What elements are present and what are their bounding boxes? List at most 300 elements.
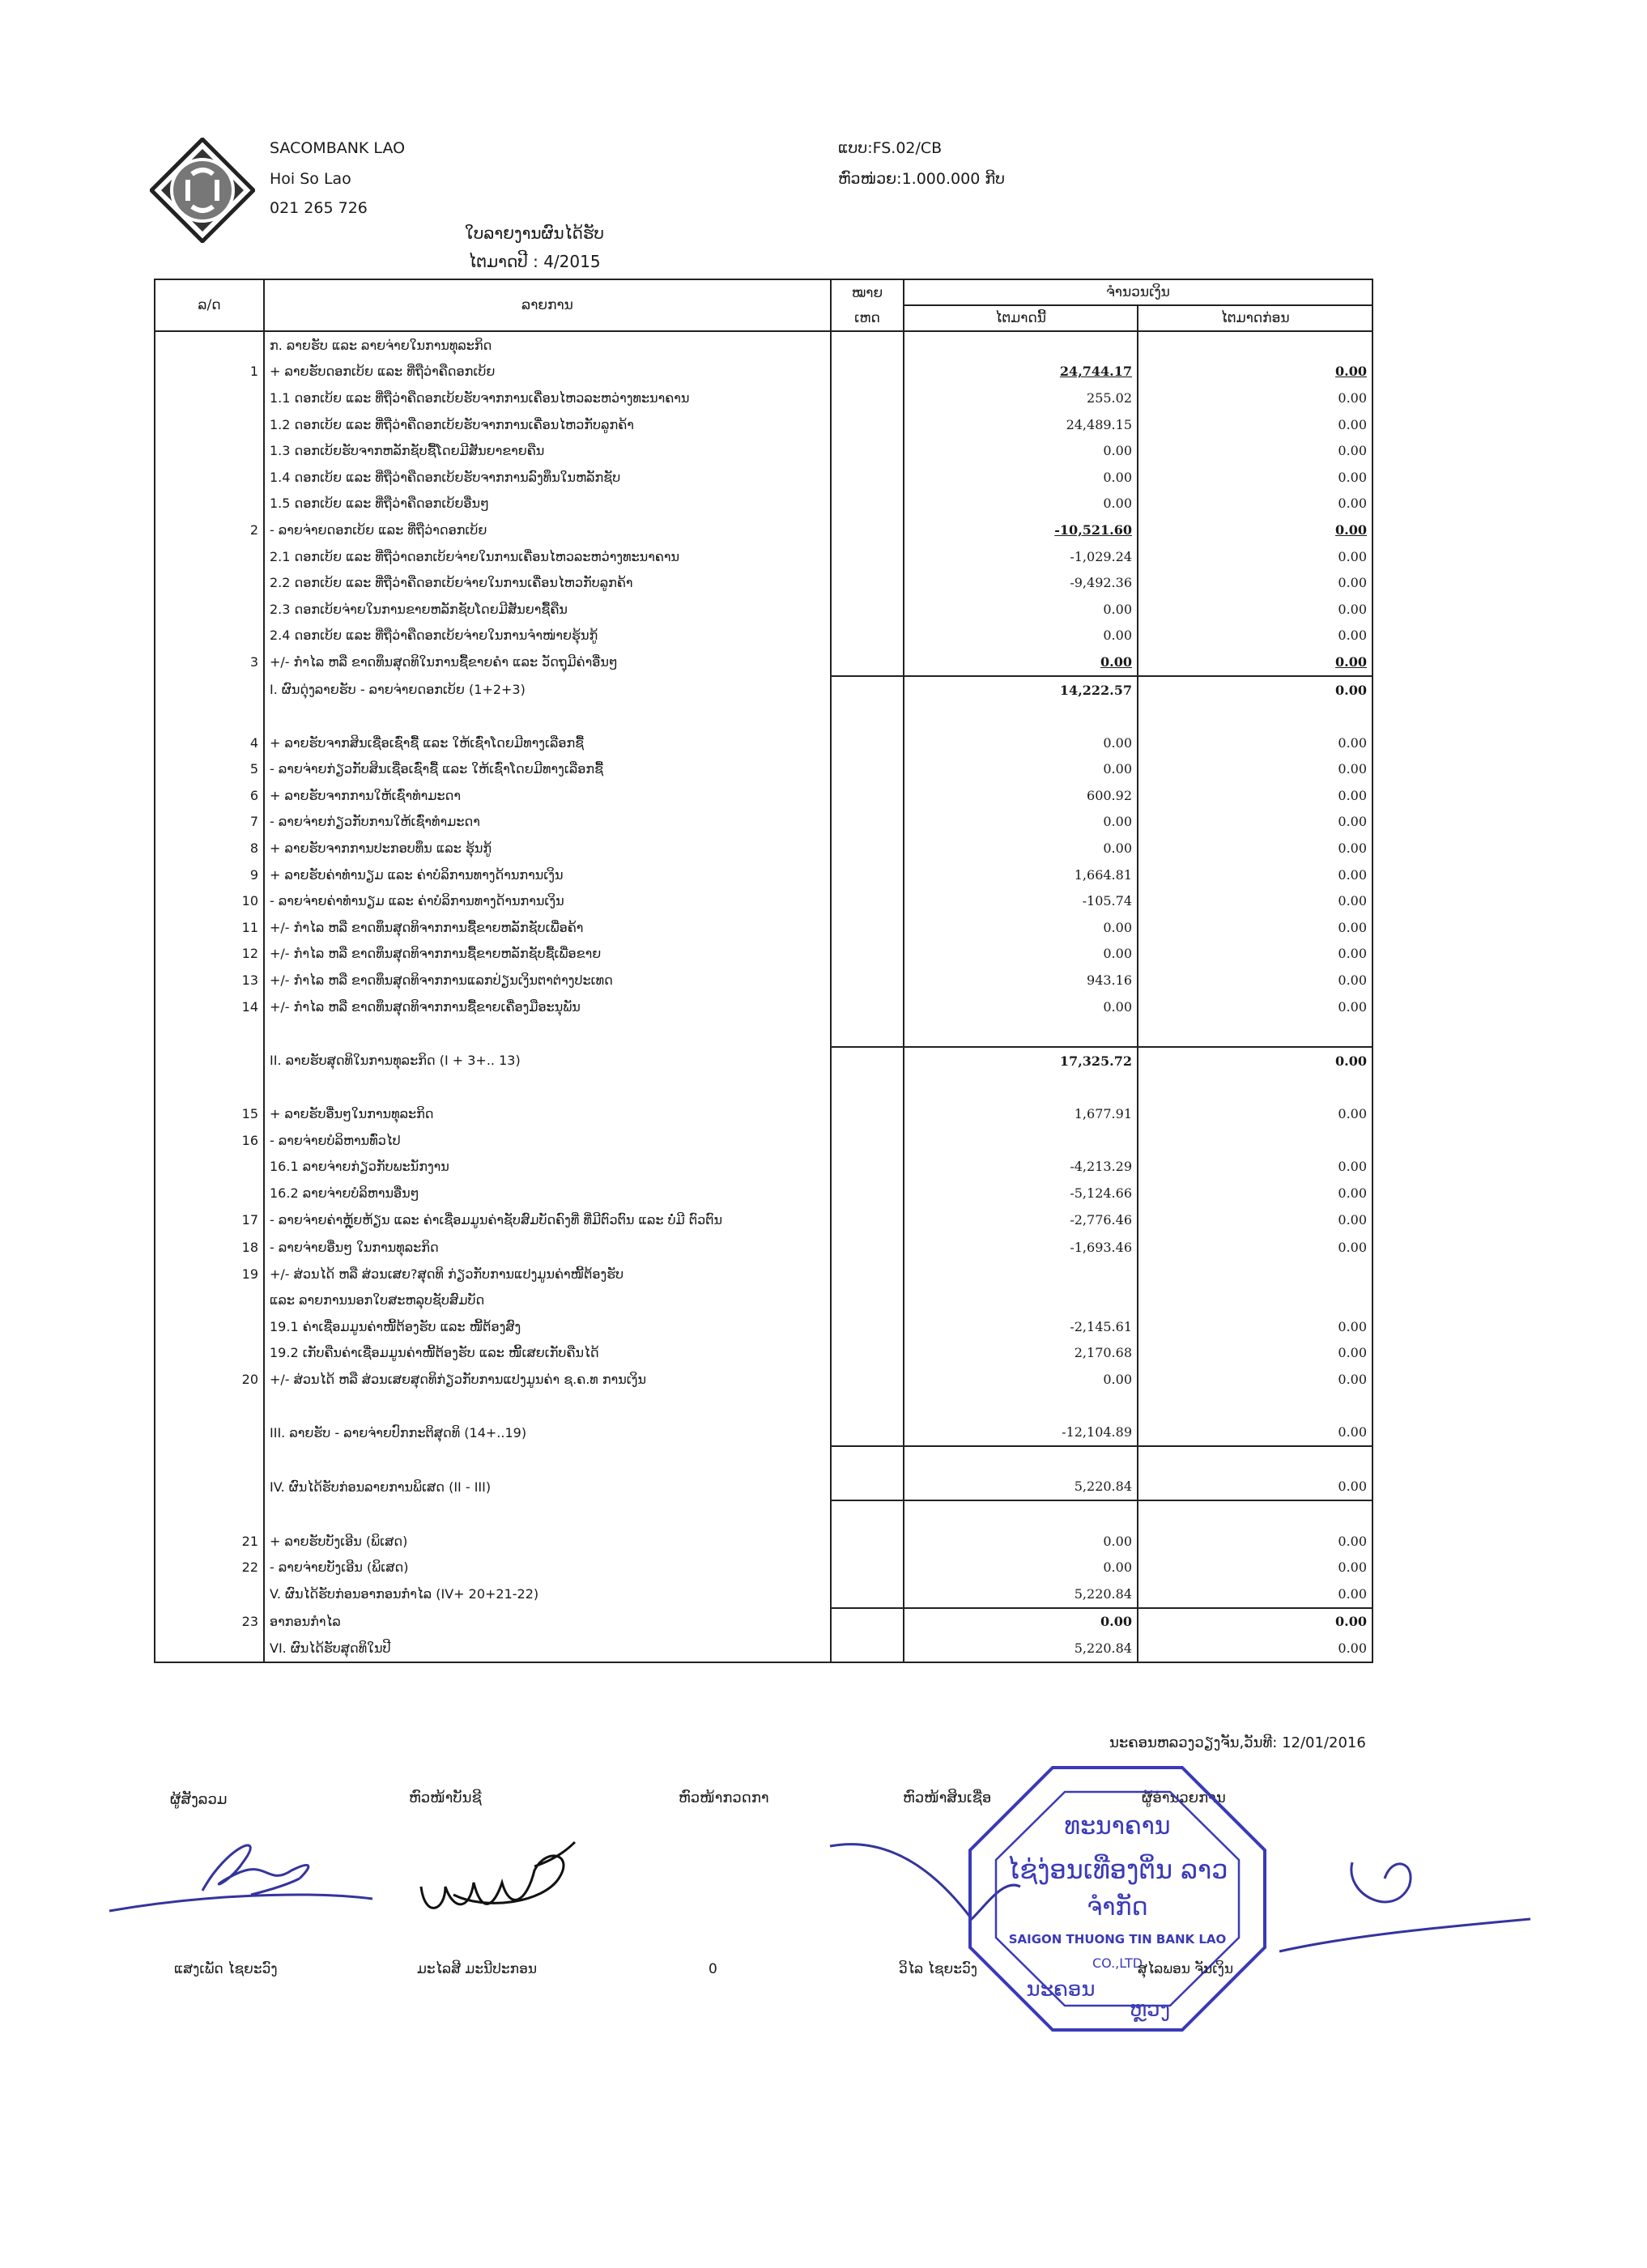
- row-number: [155, 1393, 264, 1419]
- row-current: -12,104.89: [904, 1419, 1138, 1446]
- stamp-line-3: ຈຳກັດ: [1087, 1893, 1148, 1921]
- table-row: [155, 623, 1372, 649]
- row-item: - ລາຍຈ່າຍຄ່າທຳນຽມ ແລະ ຄ່າບໍລິການທາງດ້ານການເງິນ: [264, 887, 831, 914]
- row-current: 0.00: [904, 437, 1138, 464]
- row-current: 5,220.84: [904, 1581, 1138, 1608]
- bank-phone: 021 265 726: [270, 199, 368, 217]
- row-item: +/- ກຳໄລ ຫລື ຂາດທຶນສຸດທິຈາກການແລກປ່ຽນເງິນຕາຕ່າງປະເທດ: [264, 967, 831, 994]
- row-previous: 0.00: [1138, 437, 1372, 464]
- table-row: [155, 914, 1372, 941]
- row-number: [155, 1180, 264, 1206]
- row-item: 2.1 ດອກເບ້ຍ ແລະ ທີ່ຖືວ່າດອກເບ້ຍຈ່າຍໃນການເຄື່ອນໄຫວລະຫວ່າງທະນາຄານ: [264, 543, 831, 570]
- row-item: - ລາຍຈ່າຍກ່ຽວກັບສິນເຊື່ອເຊົ່າຊື້ ແລະ ໃຫ້ເຊົ່າໂດຍມີທາງເລືອກຊື້: [264, 756, 831, 783]
- row-number: 18: [155, 1234, 264, 1261]
- table-row: [155, 1608, 1372, 1636]
- table-row: [155, 517, 1372, 543]
- row-number: 2: [155, 517, 264, 543]
- row-note: [831, 1261, 904, 1287]
- row-item: +/- ກຳໄລ ຫລື ຂາດທຶນສຸດທິຈາກການຊື້ຂາຍເຄື່ອງມືອະນຸພັນ: [264, 994, 831, 1020]
- row-note: [831, 1100, 904, 1127]
- row-previous: [1138, 331, 1372, 359]
- row-number: 14: [155, 994, 264, 1020]
- row-note: [831, 1474, 904, 1501]
- row-note: [831, 437, 904, 464]
- table-row: [155, 1554, 1372, 1581]
- row-current: 600.92: [904, 782, 1138, 809]
- row-number: [155, 1340, 264, 1367]
- row-item: 1.5 ດອກເບ້ຍ ແລະ ທີ່ຖືວ່າຄືດອກເບ້ຍອື່ນໆ: [264, 491, 831, 517]
- row-previous: 0.00: [1138, 676, 1372, 704]
- row-previous: 0.00: [1138, 1581, 1372, 1608]
- place-date: ນະຄອນຫລວງວຽງຈັນ,ວັນທີ: 12/01/2016: [1109, 1734, 1366, 1751]
- row-number: 4: [155, 730, 264, 756]
- row-number: [155, 1313, 264, 1340]
- name-preparer: ແສງເພັດ ໄຊຍະວົງ: [174, 1961, 278, 1977]
- row-current: 0.00: [904, 941, 1138, 968]
- row-previous: 0.00: [1138, 1340, 1372, 1367]
- row-item: [264, 1393, 831, 1419]
- row-note: [831, 411, 904, 438]
- table-row: [155, 1287, 1372, 1313]
- table-row: [155, 1393, 1372, 1419]
- name-accounting: ມະໄລສີ ມະນີປະກອນ: [417, 1961, 538, 1977]
- table-row: [155, 491, 1372, 517]
- row-current: 0.00: [904, 1554, 1138, 1581]
- table-row: [155, 967, 1372, 994]
- row-previous: 0.00: [1138, 967, 1372, 994]
- row-note: [831, 756, 904, 783]
- row-previous: 0.00: [1138, 1419, 1372, 1446]
- row-item: + ລາຍຮັບຈາກສິນເຊື່ອເຊົ່າຊື້ ແລະ ໃຫ້ເຊົ່າໂດຍມີທາງເລືອກຊື້: [264, 730, 831, 756]
- row-current: 14,222.57: [904, 676, 1138, 704]
- row-item: + ລາຍຮັບຈາກການໃຫ້ເຊົ່າທຳມະດາ: [264, 782, 831, 809]
- row-previous: 0.00: [1138, 1474, 1372, 1501]
- row-number: [155, 464, 264, 491]
- row-number: [155, 437, 264, 464]
- row-item: [264, 1446, 831, 1474]
- table-row: [155, 730, 1372, 756]
- row-number: [155, 1446, 264, 1474]
- row-previous: 0.00: [1138, 517, 1372, 543]
- table-row: [155, 887, 1372, 914]
- row-current: [904, 1019, 1138, 1047]
- row-current: 0.00: [904, 994, 1138, 1020]
- row-item: - ລາຍຈ່າຍອື່ນໆ ໃນການທຸລະກິດ: [264, 1234, 831, 1261]
- row-number: 21: [155, 1528, 264, 1555]
- bank-logo: [150, 138, 255, 243]
- row-previous: 0.00: [1138, 1554, 1372, 1581]
- row-current: 17,325.72: [904, 1047, 1138, 1074]
- row-item: +/- ສ່ວນໄດ້ ຫລື ສ່ວນເສຍສຸດທິກ່ຽວກັບການແປງມູນຄ່າ ຊ.ຄ.ທ ການເງິນ: [264, 1366, 831, 1393]
- row-current: -2,145.61: [904, 1313, 1138, 1340]
- table-row: [155, 941, 1372, 968]
- row-current: -1,029.24: [904, 543, 1138, 570]
- row-note: [831, 1047, 904, 1074]
- table-row: [155, 1234, 1372, 1261]
- col-current-header: ໄຕມາດນີ້: [904, 305, 1138, 331]
- row-number: [155, 1074, 264, 1101]
- row-previous: 0.00: [1138, 1313, 1372, 1340]
- table-row: [155, 596, 1372, 623]
- row-previous: 0.00: [1138, 1206, 1372, 1235]
- row-current: 255.02: [904, 385, 1138, 411]
- table-row: [155, 359, 1372, 385]
- row-item: V. ຜົນໄດ້ຮັບກ່ອນອາກອນກຳໄລ (IV+ 20+21-22): [264, 1581, 831, 1608]
- name-director: ສຸໄລພອນ ຈັນເງິນ: [1138, 1961, 1234, 1977]
- table-row: [155, 1127, 1372, 1154]
- row-current: 5,220.84: [904, 1635, 1138, 1662]
- row-current: 1,677.91: [904, 1100, 1138, 1127]
- row-item: ອາກອນກຳໄລ: [264, 1608, 831, 1636]
- row-item: - ລາຍຈ່າຍບັງເອີນ (ພິເສດ): [264, 1554, 831, 1581]
- row-number: 10: [155, 887, 264, 914]
- row-previous: 0.00: [1138, 1635, 1372, 1662]
- row-number: 9: [155, 862, 264, 888]
- row-note: [831, 1313, 904, 1340]
- row-number: [155, 623, 264, 649]
- row-current: -10,521.60: [904, 517, 1138, 543]
- row-note: [831, 782, 904, 809]
- row-current: -2,776.46: [904, 1206, 1138, 1235]
- row-current: 24,489.15: [904, 411, 1138, 438]
- row-current: 0.00: [904, 491, 1138, 517]
- row-current: 24,744.17: [904, 359, 1138, 385]
- row-number: [155, 331, 264, 359]
- row-note: [831, 1446, 904, 1474]
- row-item: 2.4 ດອກເບ້ຍ ແລະ ທີ່ຖືວ່າຄືດອກເບ້ຍຈ່າຍໃນການຈຳໜ່າຍຮຸ້ນກູ້: [264, 623, 831, 649]
- table-row: [155, 1528, 1372, 1555]
- table-row: [155, 331, 1372, 359]
- row-previous: 0.00: [1138, 835, 1372, 862]
- row-note: [831, 1608, 904, 1636]
- row-number: [155, 703, 264, 730]
- row-number: 13: [155, 967, 264, 994]
- sig-title-director: ຜູ້ອຳນວຍການ: [1142, 1789, 1226, 1806]
- row-number: 19: [155, 1261, 264, 1287]
- row-note: [831, 1500, 904, 1528]
- table-row: [155, 756, 1372, 783]
- row-previous: 0.00: [1138, 623, 1372, 649]
- row-item: [264, 1500, 831, 1528]
- name-credit: ວິໄລ ໄຊຍະວົງ: [899, 1961, 977, 1977]
- row-current: 943.16: [904, 967, 1138, 994]
- col-previous-header: ໄຕມາດກ່ອນ: [1138, 305, 1372, 331]
- table-row: [155, 1100, 1372, 1127]
- row-previous: 0.00: [1138, 994, 1372, 1020]
- row-number: [155, 411, 264, 438]
- row-previous: 0.00: [1138, 730, 1372, 756]
- row-current: [904, 1074, 1138, 1101]
- row-item: 16.1 ລາຍຈ່າຍກ່ຽວກັບພະນັກງານ: [264, 1153, 831, 1180]
- row-note: [831, 1366, 904, 1393]
- stamp-line-2: ໄຊ່ງ່ອນເທືອງຕິ່ນ ລາວ: [1006, 1854, 1228, 1885]
- table-row: [155, 464, 1372, 491]
- row-previous: [1138, 1127, 1372, 1154]
- row-number: 22: [155, 1554, 264, 1581]
- table-row: [155, 809, 1372, 836]
- row-current: 0.00: [904, 914, 1138, 941]
- table-row: [155, 1047, 1372, 1074]
- stamp-line-4: SAIGON THUONG TIN BANK LAO: [1008, 1932, 1227, 1947]
- row-item: + ລາຍຮັບອື່ນໆໃນການທຸລະກິດ: [264, 1100, 831, 1127]
- col-item-header: ລາຍການ: [264, 279, 831, 331]
- stamp-line-5: CO.,LTD: [1092, 1955, 1143, 1971]
- row-item: - ລາຍຈ່າຍຄ່າຫຼຸ້ຍຫ້ຽນ ແລະ ຄ່າເຊື່ອມມູນຄ່າຊັບສົມບັດຄົງທີ່ ທີ່ມີຕົວຕົນ ແລະ ບໍ່ມີ ຕົວຕົນ: [264, 1206, 831, 1235]
- row-note: [831, 914, 904, 941]
- row-note: [831, 862, 904, 888]
- table-row: [155, 862, 1372, 888]
- row-number: [155, 1287, 264, 1313]
- row-previous: 0.00: [1138, 1608, 1372, 1636]
- row-current: [904, 1393, 1138, 1419]
- row-note: [831, 517, 904, 543]
- row-previous: 0.00: [1138, 649, 1372, 676]
- row-number: 17: [155, 1206, 264, 1235]
- row-item: [264, 1019, 831, 1047]
- table-row: [155, 437, 1372, 464]
- row-number: 7: [155, 809, 264, 836]
- row-current: 0.00: [904, 756, 1138, 783]
- report-title: ໃບລາຍງານຜົນໄດ້ຮັບ: [464, 223, 605, 243]
- row-item: + ລາຍຮັບຄ່າທຳນຽມ ແລະ ຄ່າບໍລິການທາງດ້ານການເງິນ: [264, 862, 831, 888]
- row-current: 0.00: [904, 596, 1138, 623]
- row-current: -105.74: [904, 887, 1138, 914]
- row-note: [831, 1393, 904, 1419]
- name-audit: 0: [709, 1961, 717, 1977]
- row-number: [155, 1474, 264, 1501]
- table-row: [155, 1261, 1372, 1287]
- row-item: ກ. ລາຍຮັບ ແລະ ລາຍຈ່າຍໃນການທຸລະກິດ: [264, 331, 831, 359]
- row-note: [831, 1287, 904, 1313]
- row-number: [155, 491, 264, 517]
- row-previous: [1138, 1393, 1372, 1419]
- row-previous: 0.00: [1138, 385, 1372, 411]
- row-current: 0.00: [904, 809, 1138, 836]
- row-current: 5,220.84: [904, 1474, 1138, 1501]
- row-current: 0.00: [904, 730, 1138, 756]
- table-row: [155, 782, 1372, 809]
- row-note: [831, 1581, 904, 1608]
- row-previous: [1138, 1019, 1372, 1047]
- row-previous: [1138, 1074, 1372, 1101]
- row-previous: 0.00: [1138, 1180, 1372, 1206]
- row-current: [904, 1127, 1138, 1154]
- sig-title-preparer: ຜູ້ສັງລວມ: [170, 1791, 228, 1808]
- row-note: [831, 1180, 904, 1206]
- sig-title-accounting: ຫົວໜ້າບັນຊີ: [409, 1789, 482, 1806]
- row-item: 1.3 ດອກເບ້ຍຮັບຈາກຫລັກຊັບຊື້ໂດຍມີສັນຍາຂາຍຄືນ: [264, 437, 831, 464]
- row-note: [831, 543, 904, 570]
- row-current: -9,492.36: [904, 569, 1138, 596]
- row-previous: 0.00: [1138, 887, 1372, 914]
- row-note: [831, 730, 904, 756]
- stamp-line-1: ທະນາຄານ: [1064, 1812, 1171, 1840]
- row-item: [264, 1074, 831, 1101]
- row-note: [831, 623, 904, 649]
- row-number: 8: [155, 835, 264, 862]
- income-statement-table: [154, 279, 1373, 1663]
- row-previous: 0.00: [1138, 1100, 1372, 1127]
- unit-label: ຫົວໜ່ວຍ:1.000.000 ກີບ: [838, 170, 1005, 188]
- table-row: [155, 1474, 1372, 1501]
- row-item: +/- ກຳໄລ ຫລື ຂາດທຶນສຸດທິໃນການຊື້ຂາຍຄຳ ແລະ ວັດຖຸມີຄ່າອື່ນໆ: [264, 649, 831, 676]
- row-number: [155, 1419, 264, 1446]
- signatures-left: [105, 1814, 623, 1927]
- row-note: [831, 1019, 904, 1047]
- row-note: [831, 1127, 904, 1154]
- row-note: [831, 1554, 904, 1581]
- row-previous: 0.00: [1138, 1366, 1372, 1393]
- stamp-line-6: ນະຄອນ: [1026, 1977, 1096, 2002]
- row-item: +/- ກຳໄລ ຫລື ຂາດທຶນສຸດທິຈາກການຊື້ຂາຍຫລັກຊັບເພື່ອຄ້າ: [264, 914, 831, 941]
- row-item: 2.2 ດອກເບ້ຍ ແລະ ທີ່ຖືວ່າຄືດອກເບ້ຍຈ່າຍໃນການເຄື່ອນໄຫວກັບລູກຄ້າ: [264, 569, 831, 596]
- row-item: 16.2 ລາຍຈ່າຍບໍລິຫານອື່ນໆ: [264, 1180, 831, 1206]
- row-current: [904, 703, 1138, 730]
- row-current: 0.00: [904, 1366, 1138, 1393]
- table-row: [155, 1635, 1372, 1662]
- sig-title-credit: ຫົວໜ້າສິນເຊື່ອ: [903, 1789, 992, 1806]
- row-item: - ລາຍຈ່າຍກ່ຽວກັບການໃຫ້ເຊົ່າທຳມະດາ: [264, 809, 831, 836]
- table-row: [155, 1019, 1372, 1047]
- row-previous: 0.00: [1138, 782, 1372, 809]
- row-number: [155, 676, 264, 704]
- row-current: -4,213.29: [904, 1153, 1138, 1180]
- row-number: 5: [155, 756, 264, 783]
- row-previous: [1138, 1446, 1372, 1474]
- row-note: [831, 994, 904, 1020]
- table-row: [155, 411, 1372, 438]
- row-number: [155, 1153, 264, 1180]
- table-row: [155, 1180, 1372, 1206]
- row-current: 0.00: [904, 1608, 1138, 1636]
- table-row: [155, 676, 1372, 704]
- table-row: [155, 543, 1372, 570]
- report-period: ໄຕມາດປີ : 4/2015: [468, 252, 601, 271]
- table-row: [155, 1074, 1372, 1101]
- row-note: [831, 1340, 904, 1367]
- row-previous: 0.00: [1138, 411, 1372, 438]
- row-previous: 0.00: [1138, 914, 1372, 941]
- row-item: II. ລາຍຮັບສຸດທິໃນການທຸລະກິດ (I + 3+.. 13): [264, 1047, 831, 1074]
- company-stamp: [964, 1761, 1271, 2036]
- row-note: [831, 649, 904, 676]
- row-note: [831, 1419, 904, 1446]
- table-row: [155, 1446, 1372, 1474]
- row-current: [904, 1500, 1138, 1528]
- row-number: 16: [155, 1127, 264, 1154]
- bank-name: SACOMBANK LAO: [270, 139, 406, 157]
- row-number: 1: [155, 359, 264, 385]
- bank-address: Hoi So Lao: [270, 170, 351, 188]
- row-note: [831, 835, 904, 862]
- form-code: ແບບ:FS.02/CB: [838, 139, 943, 157]
- row-previous: 0.00: [1138, 596, 1372, 623]
- table-row: [155, 994, 1372, 1020]
- table-row: [155, 1419, 1372, 1446]
- row-previous: 0.00: [1138, 1234, 1372, 1261]
- row-item: VI. ຜົນໄດ້ຮັບສຸດທິໃນປີ: [264, 1635, 831, 1662]
- row-note: [831, 1206, 904, 1235]
- row-previous: 0.00: [1138, 1047, 1372, 1074]
- row-note: [831, 464, 904, 491]
- sig-title-audit: ຫົວໜ້າກວດກາ: [679, 1789, 769, 1806]
- row-note: [831, 359, 904, 385]
- row-current: 2,170.68: [904, 1340, 1138, 1367]
- row-number: 11: [155, 914, 264, 941]
- row-note: [831, 1528, 904, 1555]
- row-item: 2.3 ດອກເບ້ຍຈ່າຍໃນການຂາຍຫລັກຊັບໂດຍມີສັນຍາຊື້ຄືນ: [264, 596, 831, 623]
- row-item: 19.2 ເກັບຄືນຄ່າເຊື່ອມມູນຄ່າໜີ້ຕ້ອງຮັບ ແລະ ໜີ້ເສຍເກັບຄືນໄດ້: [264, 1340, 831, 1367]
- col-amount-header: ຈຳນວນເງິນ: [904, 279, 1372, 305]
- row-current: 0.00: [904, 1528, 1138, 1555]
- row-number: [155, 569, 264, 596]
- row-item: 19.1 ຄ່າເຊື່ອມມູນຄ່າໜີ້ຕ້ອງຮັບ ແລະ ໜີ້ຕ້ອງສົງ: [264, 1313, 831, 1340]
- row-note: [831, 809, 904, 836]
- row-current: -1,693.46: [904, 1234, 1138, 1261]
- row-note: [831, 941, 904, 968]
- table-row: [155, 1340, 1372, 1367]
- stamp-line-7: ຫຼວງ: [1129, 1998, 1171, 2022]
- row-note: [831, 1153, 904, 1180]
- row-previous: 0.00: [1138, 1528, 1372, 1555]
- row-note: [831, 385, 904, 411]
- row-current: 0.00: [904, 464, 1138, 491]
- table-row: [155, 569, 1372, 596]
- row-note: [831, 967, 904, 994]
- row-previous: 0.00: [1138, 756, 1372, 783]
- row-note: [831, 1234, 904, 1261]
- table-row: [155, 1206, 1372, 1235]
- col-no-header: ລ/ດ: [155, 279, 264, 331]
- table-row: [155, 385, 1372, 411]
- row-previous: 0.00: [1138, 543, 1372, 570]
- row-current: 1,664.81: [904, 862, 1138, 888]
- col-note-header: ໝາຍ: [831, 279, 904, 305]
- row-number: [155, 1500, 264, 1528]
- row-item: 1.1 ດອກເບ້ຍ ແລະ ທີ່ຖືວ່າຄືດອກເບ້ຍຮັບຈາກການເຄື່ອນໄຫວລະຫວ່າງທະນາຄານ: [264, 385, 831, 411]
- row-note: [831, 703, 904, 730]
- row-item: 1.2 ດອກເບ້ຍ ແລະ ທີ່ຖືວ່າຄືດອກເບ້ຍຮັບຈາກການເຄື່ອນໄຫວກັບລູກຄ້າ: [264, 411, 831, 438]
- row-previous: [1138, 703, 1372, 730]
- row-item: [264, 703, 831, 730]
- row-previous: 0.00: [1138, 809, 1372, 836]
- table-row: [155, 703, 1372, 730]
- table-row: [155, 1153, 1372, 1180]
- row-number: 12: [155, 941, 264, 968]
- table-row: [155, 649, 1372, 676]
- row-item: + ລາຍຮັບດອກເບ້ຍ ແລະ ທີ່ຖືວ່າຄືດອກເບ້ຍ: [264, 359, 831, 385]
- row-number: 15: [155, 1100, 264, 1127]
- table-row: [155, 835, 1372, 862]
- table-row: [155, 1366, 1372, 1393]
- row-number: [155, 1047, 264, 1074]
- row-item: III. ລາຍຮັບ - ລາຍຈ່າຍປົກກະຕິສຸດທິ (14+..19): [264, 1419, 831, 1446]
- row-number: 3: [155, 649, 264, 676]
- row-current: [904, 1446, 1138, 1474]
- row-number: [155, 1019, 264, 1047]
- row-note: [831, 569, 904, 596]
- row-number: 6: [155, 782, 264, 809]
- row-previous: 0.00: [1138, 569, 1372, 596]
- row-number: 23: [155, 1608, 264, 1636]
- row-number: [155, 385, 264, 411]
- table-row: [155, 1581, 1372, 1608]
- row-item: ແລະ ລາຍການນອກໃບສະຫລຸບຊັບສົມບັດ: [264, 1287, 831, 1313]
- row-previous: 0.00: [1138, 359, 1372, 385]
- row-current: [904, 1261, 1138, 1287]
- row-number: [155, 596, 264, 623]
- row-previous: [1138, 1261, 1372, 1287]
